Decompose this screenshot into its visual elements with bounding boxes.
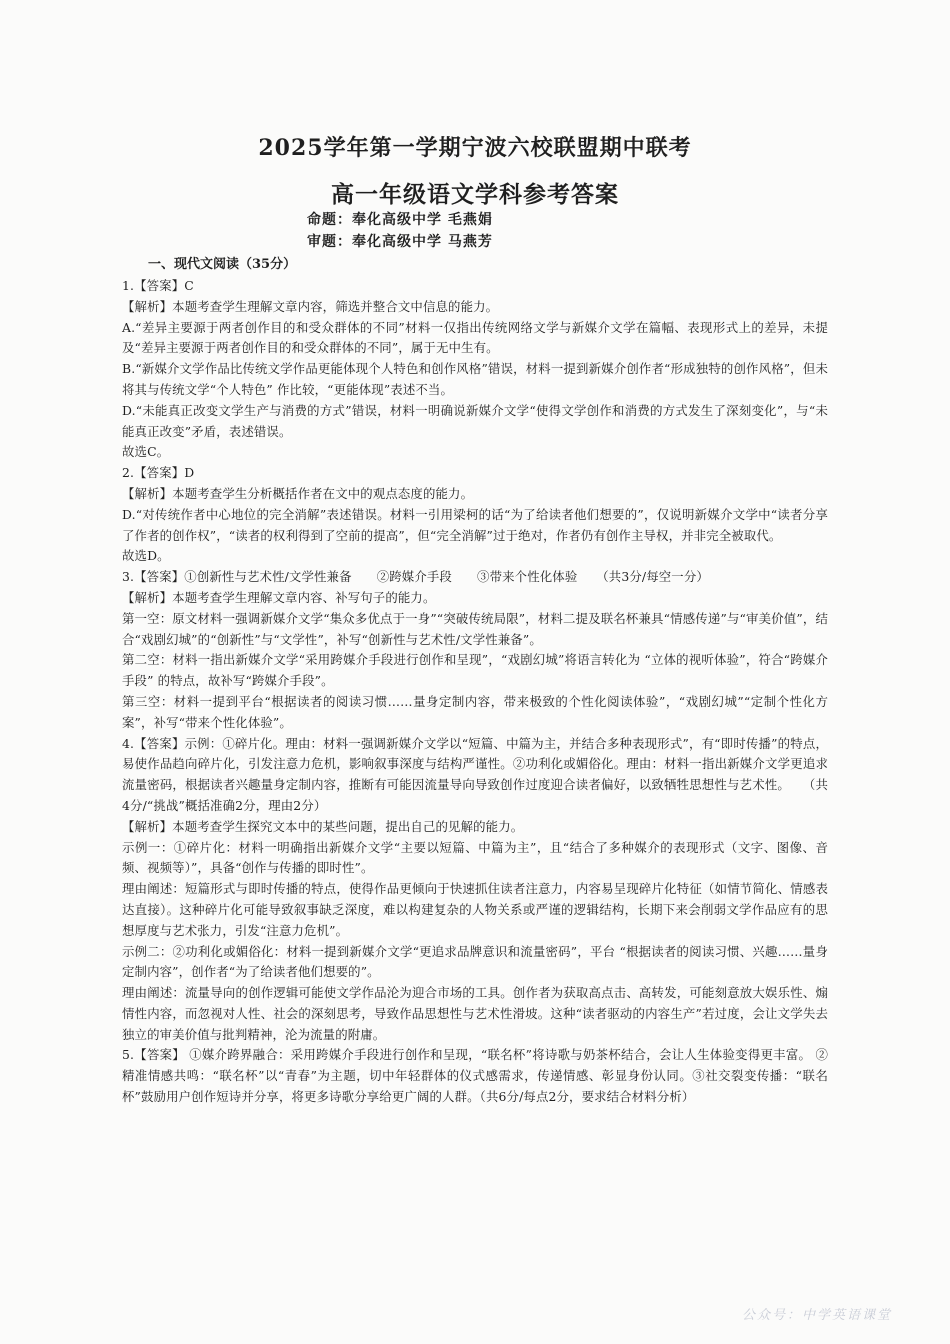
paragraph: 第一空：原文材料一强调新媒介文学“集众多优点于一身”“突破传统局限”，材料二提及联名杯兼具“情感传递”与“审美价值”，结合“戏剧幻城”的“创新性”与“文学性”，补写“创新性与艺术性/文学性兼备”。 bbox=[122, 610, 828, 647]
author-line: 命题：奉化高级中学 毛燕娟 bbox=[307, 212, 493, 228]
paragraph: 4.【答案】示例：①碎片化。理由：材料一强调新媒介文学以“短篇、中篇为主，并结合多种表现形式”，有“即时传播”的特点，易使作品趋向碎片化，引发注意力危机，影响叙事深度与结构严谨性。②功利化或媚俗化。理由：材料一指出新媒介文学更追求流量密码，根据读者兴趣量身定制内容，推断有可能因流量导向导致创作过度迎合读者偏好，以致牺牲思想性与艺术性。 （共4分/“挑战”概括准确2分，理由2分） bbox=[122, 735, 828, 813]
paragraph: 故选D。 bbox=[122, 548, 170, 564]
paragraph: 示例二：②功利化或媚俗化：材料一提到新媒介文学“更追求品牌意识和流量密码”，平台 “根据读者的阅读习惯、兴趣……量身定制内容”，创作者“为了给读者他们想要的”。 bbox=[122, 943, 828, 980]
paragraph: 故选C。 bbox=[122, 444, 170, 460]
paragraph: 示例一：①碎片化：材料一明确指出新媒介文学“主要以短篇、中篇为主”，且“结合了多种媒介的表现形式（文字、图像、音频、视频等）”，具备“创作与传播的即时性”。 bbox=[122, 839, 828, 876]
paragraph: 1.【答案】C bbox=[122, 278, 194, 293]
exam-title: 2025学年第一学期宁波六校联盟期中联考 bbox=[258, 135, 692, 161]
paragraph: D.“未能真正改变文学生产与消费的方式”错误，材料一明确说新媒介文学“使得文学创作和消费的方式发生了深刻变化”，与“未能真正改变”矛盾，表述错误。 bbox=[122, 402, 828, 439]
answer-body bbox=[122, 276, 828, 1108]
paragraph: 2.【答案】D bbox=[122, 465, 195, 481]
paragraph: D.“对传统作者中心地位的完全消解”表述错误。材料一引用梁柯的话“为了给读者他们想要的”，仅说明新媒介文学中“读者分享了作者的创作权”，“读者的权利得到了空前的提高”，但“完全消解”过于绝对，作者仍有创作主导权，并非完全被取代。 bbox=[122, 506, 828, 543]
paragraph: 3.【答案】①创新性与艺术性/文学性兼备 ②跨媒介手段 ③带来个性化体验 （共3分/每空一分） bbox=[122, 569, 709, 585]
reviewer-line: 审题：奉化高级中学 马燕芳 bbox=[307, 234, 493, 250]
paragraph: B.“新媒介文学作品比传统文学作品更能体现个人特色和创作风格”错误，材料一提到新媒介创作者“形成独特的创作风格”，但未将其与传统文学“个人特色” 作比较，“更能体现”表述不当。 bbox=[122, 361, 828, 397]
paragraph: 理由阐述：短篇形式与即时传播的特点，使得作品更倾向于快速抓住读者注意力，内容易呈现碎片化特征（如情节简化、情感表达直接）。这种碎片化可能导致叙事缺乏深度，难以构建复杂的人物关系或严谨的逻辑结构，长期下来会削弱文学作品应有的思想厚度与艺术张力，引发“注意力危机”。 bbox=[122, 881, 828, 938]
paragraph: 【解析】本题考查学生探究文本中的某些问题，提出自己的见解的能力。 bbox=[122, 818, 524, 834]
exam-subtitle: 高一年级语文学科参考答案 bbox=[331, 181, 619, 208]
paragraph: 【解析】本题考查学生理解文章内容，筛选并整合文中信息的能力。 bbox=[122, 298, 499, 314]
watermark: 公众号：中学英语课堂 bbox=[741, 1308, 892, 1323]
paragraph: 5.【答案】 ①媒介跨界融合：采用跨媒介手段进行创作和呈现，“联名杯”将诗歌与奶茶杯结合，会让人生体验变得更丰富。 ②精准情感共鸣：“联名杯”以“青春”为主题，切中年轻群体的仪式感需求，传递情感、彰显身份认同。③社交裂变传播：“联名杯”鼓励用户创作短诗并分享，将更多诗歌分享给更广阔的人群。（共6分/每点2分，要求结合材料分析） bbox=[122, 1047, 828, 1105]
paragraph: 【解析】本题考查学生分析概括作者在文中的观点态度的能力。 bbox=[122, 485, 474, 501]
paragraph: A.“差异主要源于两者创作目的和受众群体的不同”材料一仅指出传统网络文学与新媒介文学在篇幅、表现形式上的差异，未提及“差异主要源于两者创作目的和受众群体的不同”，属于无中生有。 bbox=[122, 319, 828, 356]
paragraph: 第二空：材料一指出新媒介文学“采用跨媒介手段进行创作和呈现”，“戏剧幻城”将语言转化为 “立体的视听体验”，符合“跨媒介手段” 的特点，故补写“跨媒介手段”。 bbox=[122, 652, 828, 689]
paragraph: 理由阐述：流量导向的创作逻辑可能使文学作品沦为迎合市场的工具。创作者为获取高点击、高转发，可能刻意放大娱乐性、煽情性内容，而忽视对人性、社会的深刻思考，导致作品思想性与艺术性滑坡。这种“读者驱动的内容生产”若过度，会让文学失去独立的审美价值与批判精神，沦为流量的附庸。 bbox=[122, 985, 828, 1042]
paragraph: 【解析】本题考查学生理解文章内容、补写句子的能力。 bbox=[122, 589, 436, 605]
section-heading: 一、现代文阅读（35分） bbox=[148, 257, 297, 272]
paragraph: 第三空：材料一提到平台“根据读者的阅读习惯……量身定制内容，带来极致的个性化阅读体验”，“戏剧幻城”“定制个性化方案”，补写“带来个性化体验”。 bbox=[122, 693, 828, 730]
